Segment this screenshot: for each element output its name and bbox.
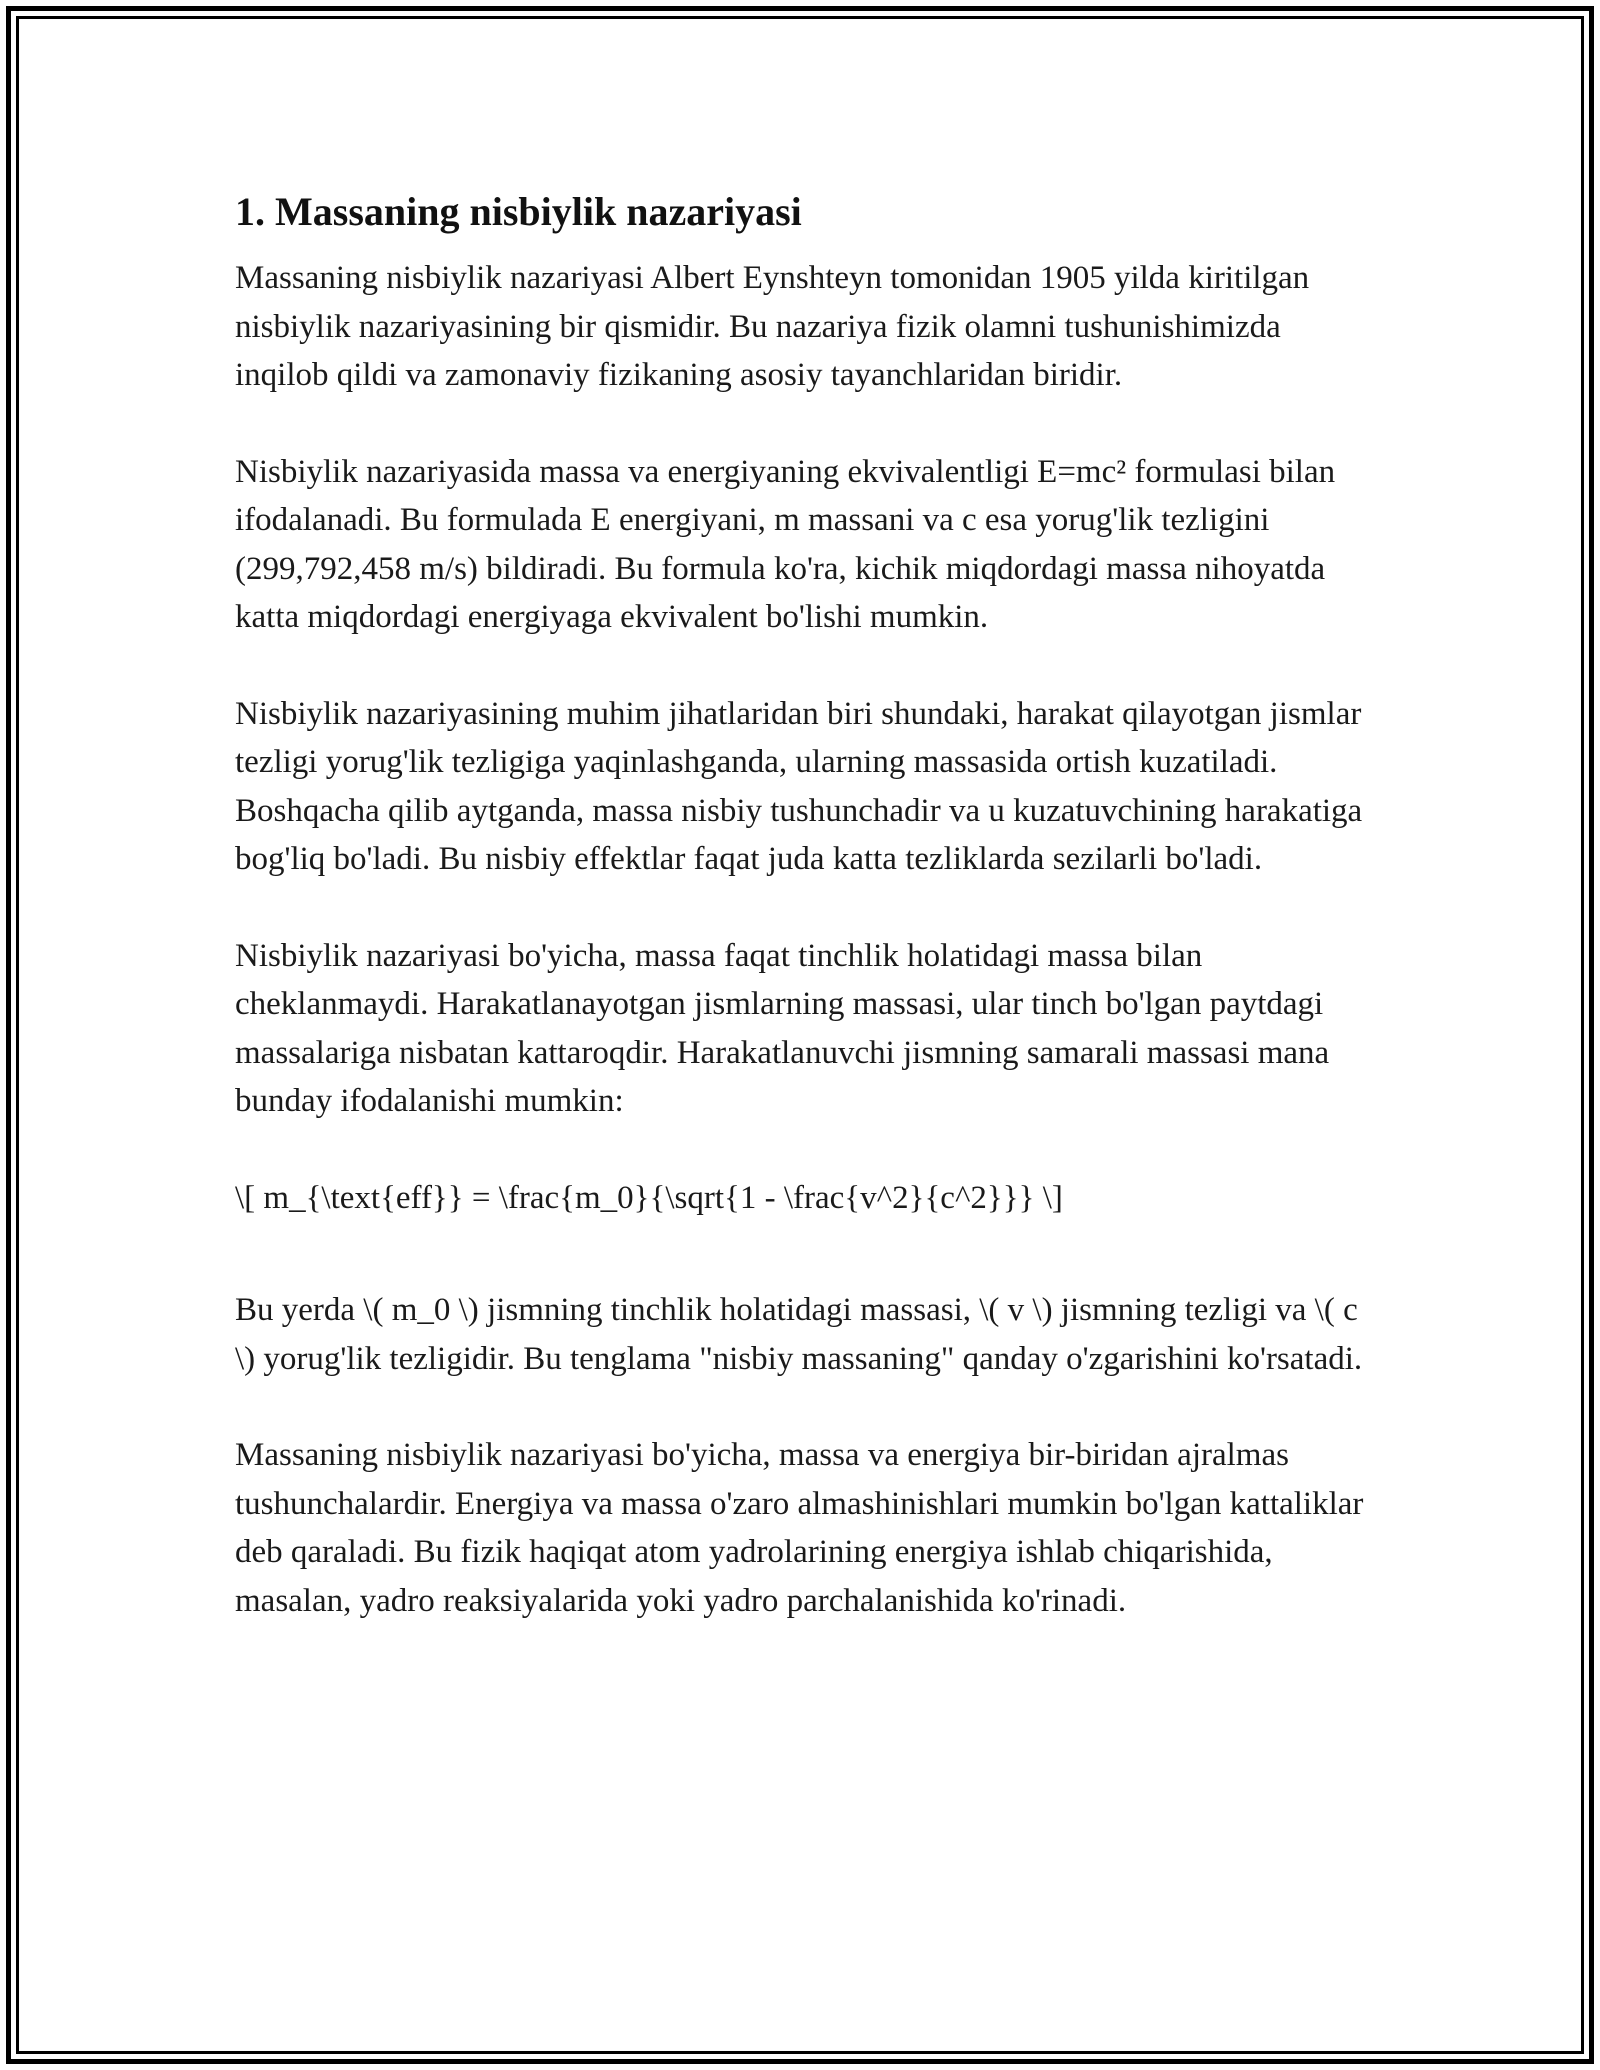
paragraph-intro: Massaning nisbiylik nazariyasi Albert Eynshteyn tomonidan 1905 yilda kiritilgan nisbiylik nazariyasining bir qismidir. Bu nazariya fizik olamni tushunishimizda inqilob qildi va zamonaviy fizikaning asosiy tayanchlaridan biridir. — [235, 260, 1310, 393]
section-title: 1. Massaning nisbiylik nazariyasi — [235, 189, 802, 234]
paragraph-conclusion: Massaning nisbiylik nazariyasi bo'yicha, massa va energiya bir-biridan ajralmas tushunchalardir. Energiya va massa o'zaro almashinishlari mumkin bo'lgan kattaliklar deb qaraladi. Bu fizik haqiqat atom yadrolarining energiya ishlab chiqarishida, masalan, yadro reaksiyalarida yoki yadro parchalanishida ko'rinadi. — [235, 1437, 1364, 1619]
document-body — [235, 184, 1375, 1673]
paragraph-relative-mass: Nisbiylik nazariyasining muhim jihatlaridan biri shundaki, harakat qilayotgan jismlar tezligi yorug'lik tezligiga yaqinlashganda, ularning massasida ortish kuzatiladi. Boshqacha qilib aytganda, massa nisbiy tushunchadir va u kuzatuvchining harakatiga bog'liq bo'ladi. Bu nisbiy effektlar faqat juda katta tezliklarda sezilarli bo'ladi. — [235, 695, 1363, 877]
paragraph-effective-mass: Nisbiylik nazariyasi bo'yicha, massa faqat tinchlik holatidagi massa bilan cheklanmaydi. Harakatlanayotgan jismlarning massasi, ular tinch bo'lgan paytdagi massalariga nisbatan kattaroqdir. Harakatlanuvchi jismning samarali massasi mana bunday ifodalanishi mumkin: — [235, 937, 1330, 1119]
paragraph-formula-explanation: Bu yerda \( m_0 \) jismning tinchlik holatidagi massasi, \( v \) jismning tezligi va \( c \) yorug'lik tezligidir. Bu tenglama "nisbiy massaning" qanday o'zgarishini ko'rsatadi. — [235, 1292, 1363, 1377]
paragraph-mass-energy: Nisbiylik nazariyasida massa va energiyaning ekvivalentligi E=mc² formulasi bilan ifodalanadi. Bu formulada E energiyani, m massani va c esa yorug'lik tezligini (299,792,458 m/s) bildiradi. Bu formula ko'ra, kichik miqdordagi massa nihoyatda katta miqdordagi energiyaga ekvivalent bo'lishi mumkin. — [235, 453, 1336, 635]
formula-effective-mass: \[ m_{\text{eff}} = \frac{m_0}{\sqrt{1 - \frac{v^2}{c^2}}} \] — [235, 1179, 1063, 1216]
